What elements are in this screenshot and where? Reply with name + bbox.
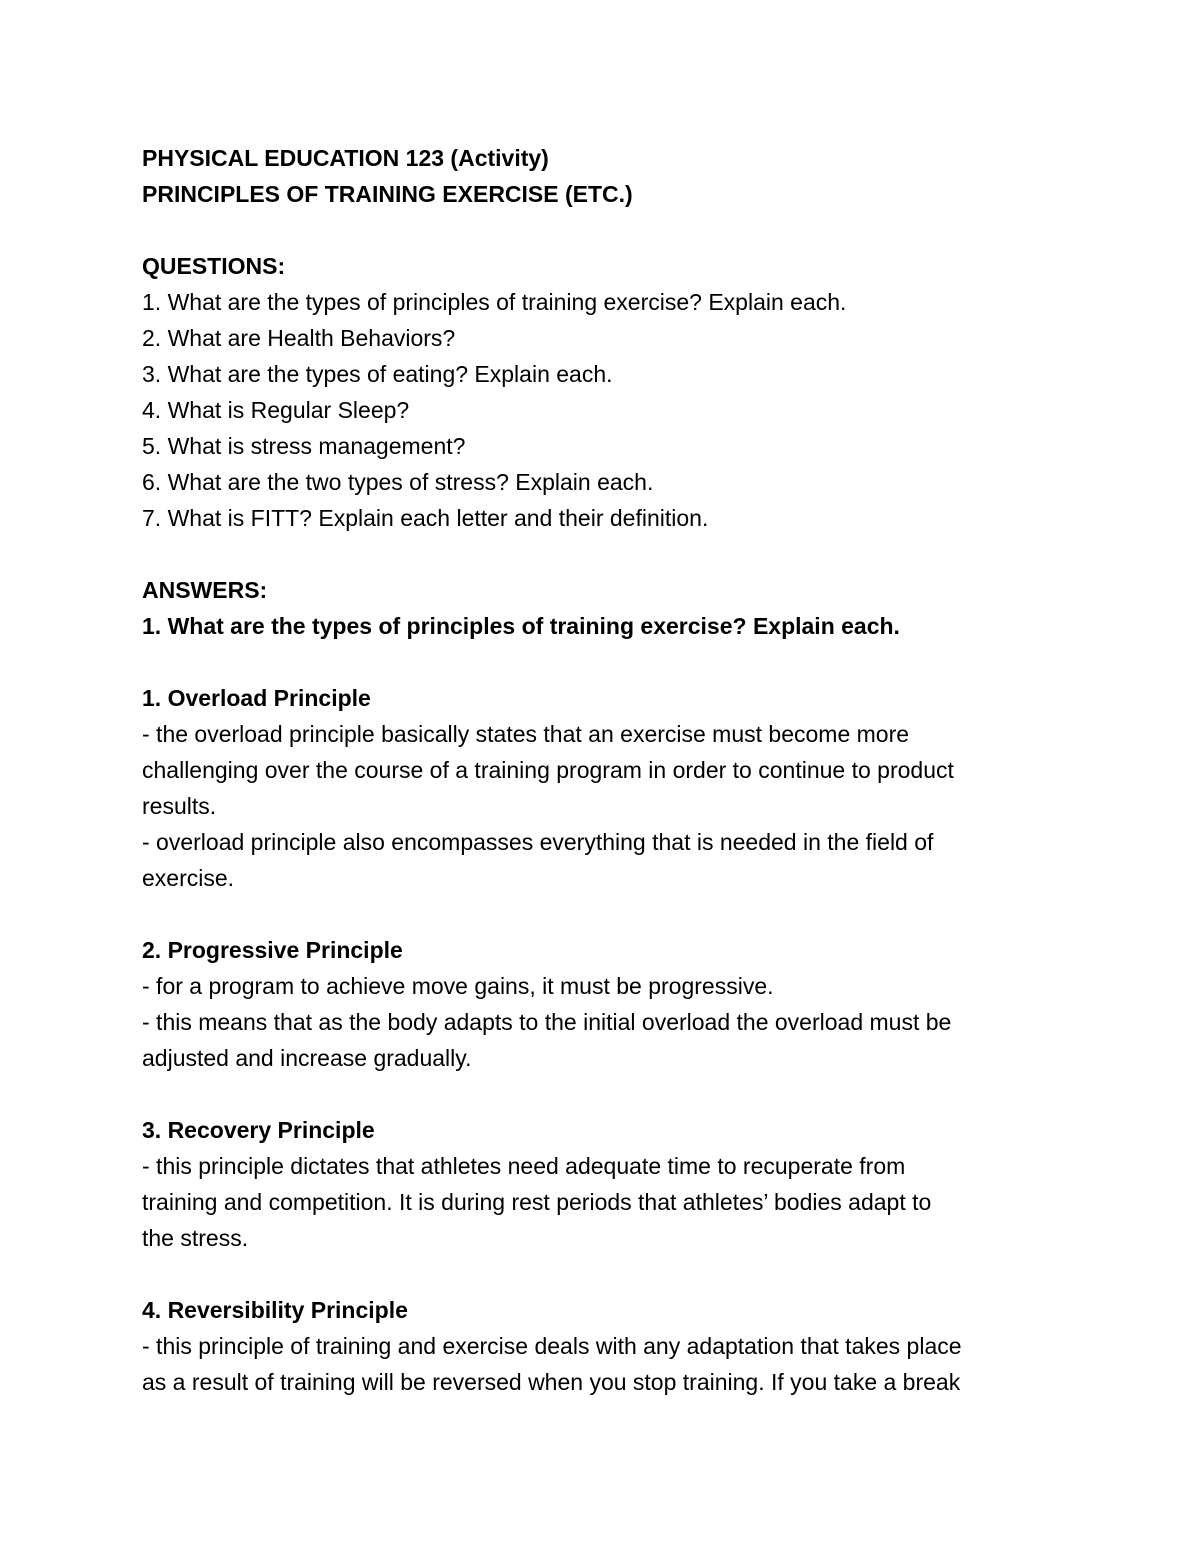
question-item: 4. What is Regular Sleep?	[142, 397, 410, 423]
principle-text-line: - this means that as the body adapts to the initial overload the overload must be	[142, 1009, 952, 1035]
principle-text-line: the stress.	[142, 1225, 249, 1251]
spacer	[142, 536, 1062, 572]
principle-text-line: - the overload principle basically states that an exercise must become more	[142, 721, 910, 747]
principle-text-line: training and competition. It is during rest periods that athletes’ bodies adapt to	[142, 1189, 932, 1215]
spacer	[142, 1256, 1062, 1292]
principle-text-line: challenging over the course of a training program in order to continue to product	[142, 757, 954, 783]
spacer	[142, 1076, 1062, 1112]
principle-progressive	[142, 932, 1062, 1076]
questions-list	[142, 284, 1062, 536]
principle-text-line: exercise.	[142, 865, 235, 891]
principle-title: 2. Progressive Principle	[142, 937, 403, 963]
principle-text-line: - overload principle also encompasses everything that is needed in the field of	[142, 829, 934, 855]
principle-text-line: - this principle dictates that athletes need adequate time to recuperate from	[142, 1153, 906, 1179]
document-body	[142, 140, 1062, 1400]
spacer	[142, 896, 1062, 932]
principle-recovery	[142, 1112, 1062, 1256]
topic-title: PRINCIPLES OF TRAINING EXERCISE (ETC.)	[142, 181, 633, 207]
principle-title: 4. Reversibility Principle	[142, 1297, 408, 1323]
question-item: 5. What is stress management?	[142, 433, 466, 459]
principle-title: 1. Overload Principle	[142, 685, 371, 711]
principle-text-line: - this principle of training and exercise deals with any adaptation that takes place	[142, 1333, 962, 1359]
question-item: 3. What are the types of eating? Explain each.	[142, 361, 613, 387]
question-item: 6. What are the two types of stress? Explain each.	[142, 469, 654, 495]
question-item: 1. What are the types of principles of training exercise? Explain each.	[142, 289, 847, 315]
principle-title: 3. Recovery Principle	[142, 1117, 375, 1143]
course-title: PHYSICAL EDUCATION 123 (Activity)	[142, 145, 549, 171]
spacer	[142, 212, 1062, 248]
answers-heading: ANSWERS:	[142, 577, 268, 603]
answer-question-heading: 1. What are the types of principles of training exercise? Explain each.	[142, 613, 900, 639]
principle-text-line: - for a program to achieve move gains, it must be progressive.	[142, 973, 774, 999]
principle-text-line: as a result of training will be reversed when you stop training. If you take a break	[142, 1369, 961, 1395]
principle-reversibility	[142, 1292, 1062, 1400]
spacer	[142, 644, 1062, 680]
principle-text-line: results.	[142, 793, 217, 819]
question-item: 2. What are Health Behaviors?	[142, 325, 456, 351]
principle-overload	[142, 680, 1062, 896]
principle-text-line: adjusted and increase gradually.	[142, 1045, 472, 1071]
questions-heading: QUESTIONS:	[142, 253, 286, 279]
question-item: 7. What is FITT? Explain each letter and their definition.	[142, 505, 709, 531]
